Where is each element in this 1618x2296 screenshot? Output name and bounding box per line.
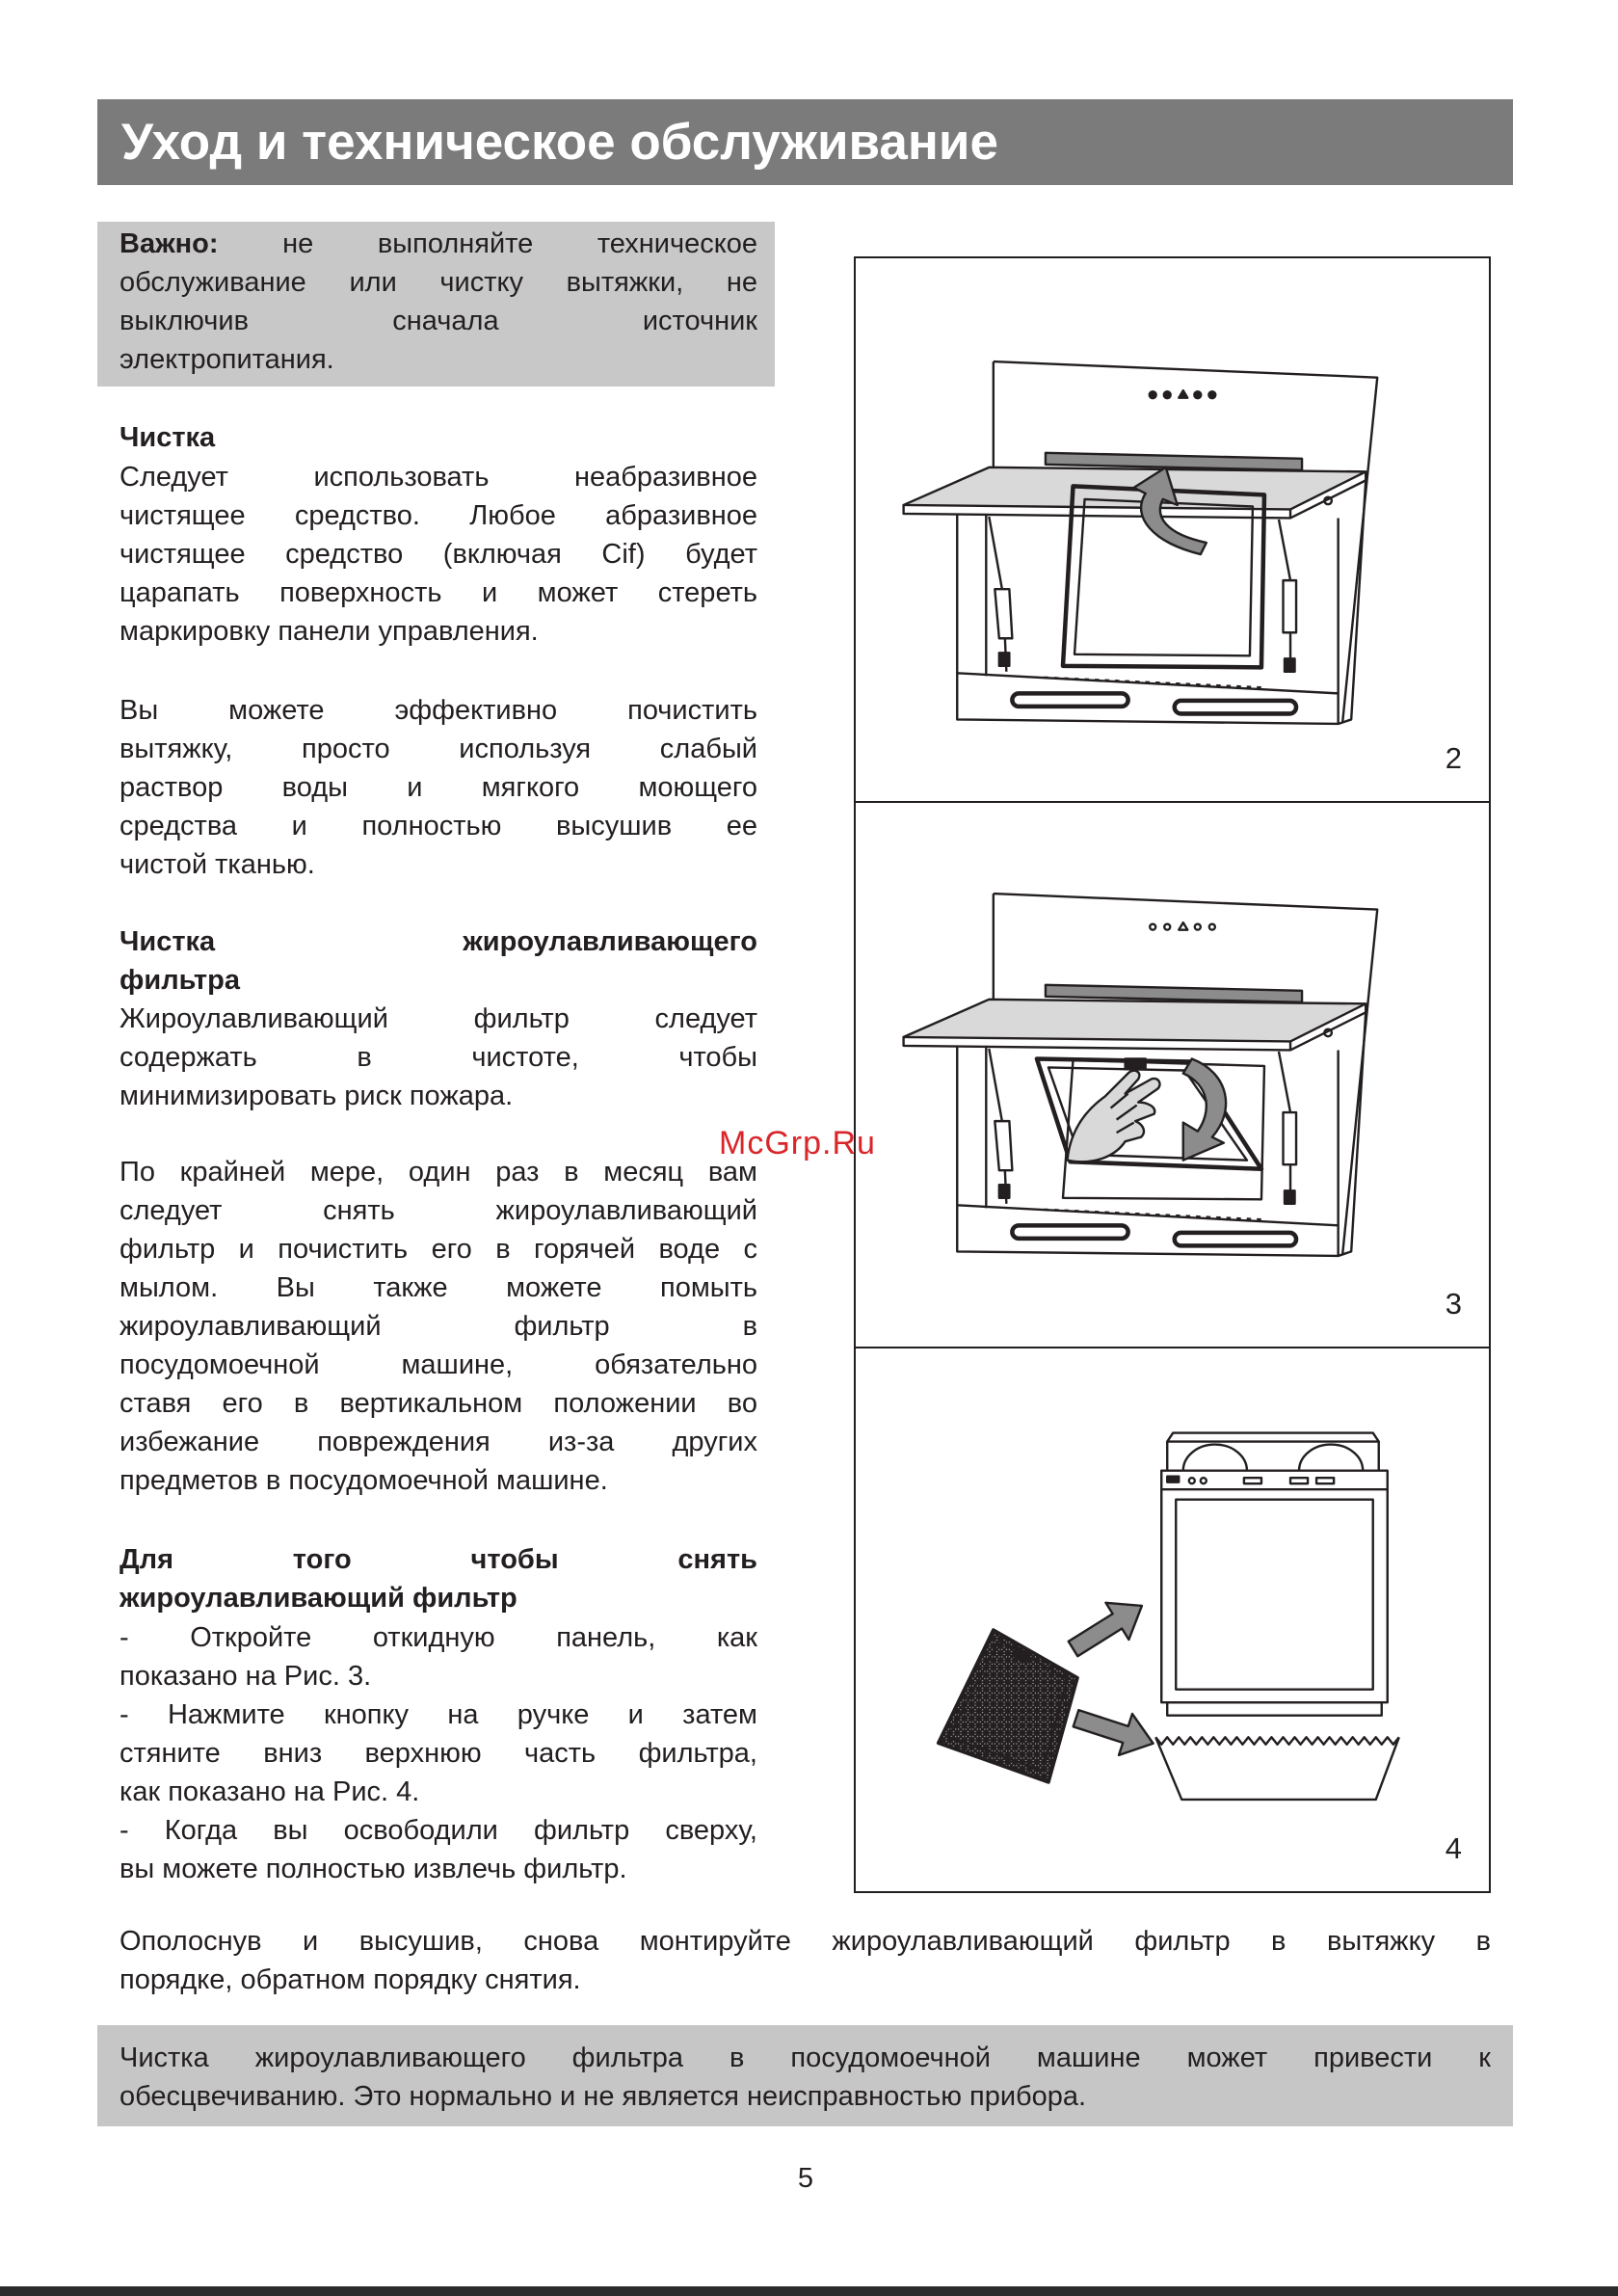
flap-panel [904,1000,1366,1042]
text-line: избежание повреждения из-за других [119,1427,757,1457]
hinge-strut-right [1279,520,1296,670]
text-line: электропитания. [119,344,334,375]
reinstall-paragraph [119,1922,1491,1999]
control-button-icon [1179,922,1187,930]
figure-number: 4 [1445,1831,1462,1865]
text-line: посудомоечной машине, обязательно [119,1349,757,1380]
control-button-icon [1244,1478,1261,1483]
control-button-icon [1179,390,1187,398]
text-line: чистящее средство (включая Cif) будет [119,539,757,570]
control-button-icon [1316,1478,1334,1483]
hinge-bracket [1285,658,1295,672]
text-line: - Когда вы освободили фильтр сверху, [119,1815,757,1846]
control-button-icon [1167,1477,1179,1482]
figure-4 [854,1347,1491,1893]
important-label: Важно: [119,228,219,259]
text-line: средства и полностью высушив ее [119,811,757,841]
grease-filter-frame [1063,486,1264,667]
section-header-bar [97,99,1513,185]
arrow-right-icon [1070,1697,1160,1764]
section-heading-filter-cleaning [119,922,757,1000]
cleaning-paragraph-1 [119,458,757,651]
text-line: обесцвечиванию. Это нормально и не является неисправностью прибора. [119,2081,1087,2112]
figure-number: 2 [1445,741,1462,775]
heading-text: Чистка жироулавливающего [119,926,757,957]
dishwasher-plate [1299,1445,1363,1471]
dishwasher-top-rack [1167,1433,1379,1471]
air-slot [1175,1233,1296,1246]
hood-flap-open-illustration [856,258,1489,801]
filter-removal-illustration [856,803,1489,1347]
dishwasher-icon [1161,1433,1388,1716]
heading-text: жироулавливающий фильтр [119,1583,517,1614]
hinge-bracket [999,1185,1010,1198]
hinge-strut-right [1279,1052,1296,1202]
hinge-bracket [999,653,1010,666]
text-line: как показано на Рис. 4. [119,1776,420,1807]
text-line: раствор воды и мягкого моющего [119,772,757,803]
text-line [119,225,757,263]
section-heading-cleaning [119,418,757,457]
text-line: порядке, обратном порядку снятия. [119,1964,581,1995]
page-number: 5 [797,2163,814,2194]
control-button-icon [1209,924,1215,930]
dishwasher-note [97,2025,1513,2126]
text-line: Ополоснув и высушив, снова монтируйте жироулавливающий фильтр в вытяжку в [119,1926,1491,1957]
hand-icon [1068,1071,1160,1162]
grease-filter-icon [939,1630,1077,1782]
side-pin [1324,1029,1332,1037]
filter-cleaning-paragraph-1 [119,1000,757,1115]
control-button-icon [1208,391,1215,398]
text-line: ставя его в вертикальном положении во [119,1388,757,1419]
text-line: стяните вниз верхнюю часть фильтра, [119,1738,757,1769]
text-line: минимизировать риск пожара. [119,1081,514,1111]
control-button-icon [1290,1478,1308,1483]
text-line: Вы можете эффективно почистить [119,695,757,726]
text-line: - Нажмите кнопку на ручке и затем [119,1699,757,1730]
dishwasher-body [1161,1471,1388,1703]
text-line: содержать в чистоте, чтобы [119,1042,757,1073]
control-button-icon [1150,924,1155,930]
text-line: показано на Рис. 3. [119,1661,372,1692]
watermark: McGrp.Ru [719,1125,876,1161]
heading-text: Чистка [119,422,216,453]
control-button-icon [1194,391,1201,398]
filter-removal-steps [119,1618,757,1888]
text-line: По крайней мере, один раз в месяц вам [119,1157,757,1188]
control-button-icon [1201,1478,1207,1483]
heading-text: Для того чтобы снять [119,1544,757,1575]
filter-cleaning-paragraph-2 [119,1153,757,1500]
figure-number: 3 [1445,1287,1462,1321]
text-line: чистой тканью. [119,849,315,880]
text-line: - Откройте откидную панель, как [119,1622,757,1653]
hinge-strut-left [989,1049,1012,1204]
dishwasher-plate [1183,1445,1247,1471]
dishwasher-door [1176,1500,1372,1690]
control-button-icon [1189,1478,1195,1483]
text-line: Следует использовать неабразивное [119,462,757,493]
figure-2 [854,256,1491,803]
text-line: мылом. Вы также можете помыть [119,1272,757,1303]
text-line: фильтр и почистить его в горячей воде с [119,1234,757,1265]
important-notice [97,222,775,387]
text-line: вытяжку, просто используя слабый [119,734,757,764]
section-heading-filter-removal [119,1540,757,1617]
text-line: чистящее средство. Любое абразивное [119,500,757,531]
arrow-right-icon [1062,1588,1154,1668]
text-line: следует снять жироулавливающий [119,1195,757,1226]
text-line: выключив сначала источник [119,306,757,336]
control-buttons [1150,390,1216,398]
page-title: Уход и техническое обслуживание [121,114,998,171]
figure-3 [854,801,1491,1348]
heading-text: фильтра [119,965,240,996]
hinge-bracket [1285,1190,1295,1204]
curved-arrow-down-icon [1183,1058,1226,1160]
side-pin [1324,497,1332,505]
control-button-icon [1150,391,1156,398]
control-button-icon [1164,924,1170,930]
important-text: не выполняйте техническое [282,228,757,259]
cleaning-paragraph-2 [119,691,757,884]
air-slot [1012,1225,1127,1239]
bottom-edge-strip [0,2286,1618,2296]
air-slot [1012,693,1127,707]
text-line: жироулавливающий фильтр в [119,1311,757,1342]
text-line: обслуживание или чистку вытяжки, не [119,267,757,298]
air-slot [1175,701,1296,714]
text-line: предметов в посудомоечной машине. [119,1465,608,1496]
hinge-strut-left [989,517,1012,672]
control-buttons [1150,922,1215,930]
text-line: Чистка жироулавливающего фильтра в посудомоечной машине может привести к [119,2042,1491,2073]
sink-basin-icon [1155,1737,1399,1800]
control-button-icon [1164,391,1171,398]
control-button-icon [1195,924,1201,930]
text-line: Жироулавливающий фильтр следует [119,1003,757,1034]
text-line: маркировку панели управления. [119,616,539,647]
dishwasher-illustration [856,1348,1489,1891]
text-line: царапать поверхность и может стереть [119,577,757,608]
filter-handle [1126,1058,1146,1069]
dishwasher-plinth [1167,1702,1382,1716]
text-line: вы можете полностью извлечь фильтр. [119,1854,627,1884]
